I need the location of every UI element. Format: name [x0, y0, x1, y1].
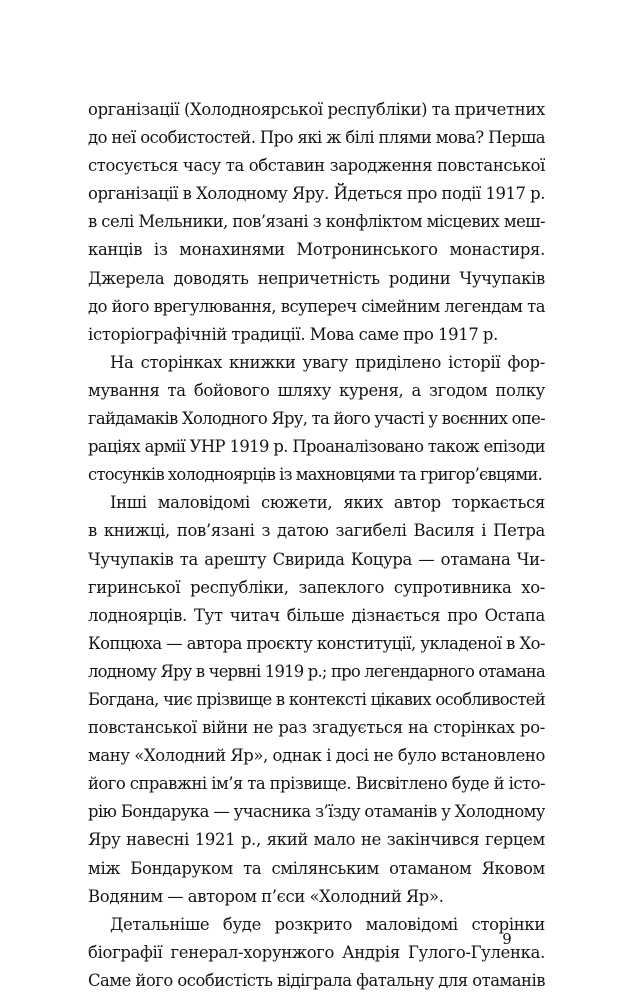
text-line: ману «Холодний Яр», однак і досі не було встановлено [88, 746, 545, 766]
text-line: в книжці, пов’язані з датою загибелі Василя і Петра [88, 521, 545, 541]
text-line: раціях армії УНР 1919 р. Проаналізовано також епізоди [88, 437, 545, 457]
text-line: організації (Холодноярської республіки) та причетних [88, 100, 545, 119]
text-line: Богдана, чиє прізвище в контексті цікавих особливостей [88, 689, 545, 709]
text-line: до неї особистостей. Про які ж білі плями мова? Перша [88, 128, 545, 148]
text-line: Саме його особистість відіграла фатальну для отаманів [88, 970, 545, 990]
page-number: 9 [502, 930, 512, 948]
paragraph-2 [88, 349, 545, 489]
text-line: до його врегулювання, всупереч сімейним легендам та [88, 296, 545, 316]
text-line: лодноярців. Тут читач більше дізнається про Остапа [88, 605, 545, 625]
text-line: мування та бойового шляху куреня, а згодом полку [88, 380, 545, 400]
text-line: лодному Яру в червні 1919 р.; про легендарного отамана [88, 661, 545, 681]
text-line: гиринської республіки, запеклого супротивника хо- [88, 577, 545, 597]
text-line: повстанської війни не раз згадується на сторінках ро- [88, 718, 545, 738]
text-line: На сторінках книжки увагу приділено історії фор- [110, 352, 545, 372]
text-line: Детальніше буде розкрито маловідомі сторінки [110, 914, 545, 934]
text-line: стосунків холодноярців із махновцями та григор’євцями. [88, 465, 543, 485]
paragraph-3 [88, 489, 545, 910]
body-text [88, 96, 545, 995]
paragraph-1 [88, 96, 545, 349]
text-line: організації в Холодному Яру. Йдеться про події 1917 р. [88, 184, 545, 204]
text-line: Джерела доводять непричетність родини Чучупаків [88, 268, 545, 288]
text-line: канців із монахинями Мотронинського монастиря. [88, 240, 545, 260]
text-line: Яру навесні 1921 р., який мало не закінчився герцем [88, 830, 545, 850]
text-line: Інші маловідомі сюжети, яких автор торкається [110, 493, 545, 513]
text-line: рію Бондарука — учасника з’їзду отаманів у Холодному [88, 802, 545, 822]
text-line: гайдамаків Холодного Яру, та його участі у воєнних опе- [88, 409, 545, 429]
text-line: в селі Мельники, пов’язані з конфліктом місцевих меш- [88, 212, 545, 232]
text-line: Чучупаків та арешту Свирида Коцура — отамана Чи- [88, 549, 545, 569]
text-line: Копцюха — автора проєкту конституції, укладеної в Хо- [88, 633, 545, 653]
paragraph-4 [88, 911, 545, 995]
text-line: біографії генерал-хорунжого Андрія Гулого-Гуленка. [88, 942, 545, 962]
text-line: історіографічній традиції. Мова саме про 1917 р. [88, 324, 499, 344]
text-line: його справжні ім’я та прізвище. Висвітлено буде й істо- [88, 774, 545, 794]
text-line: Водяним — автором п’єси «Холодний Яр». [88, 886, 444, 906]
text-line: між Бондаруком та смілянським отаманом Яковом [88, 858, 545, 878]
text-line: стосується часу та обставин зародження повстанської [88, 156, 545, 176]
